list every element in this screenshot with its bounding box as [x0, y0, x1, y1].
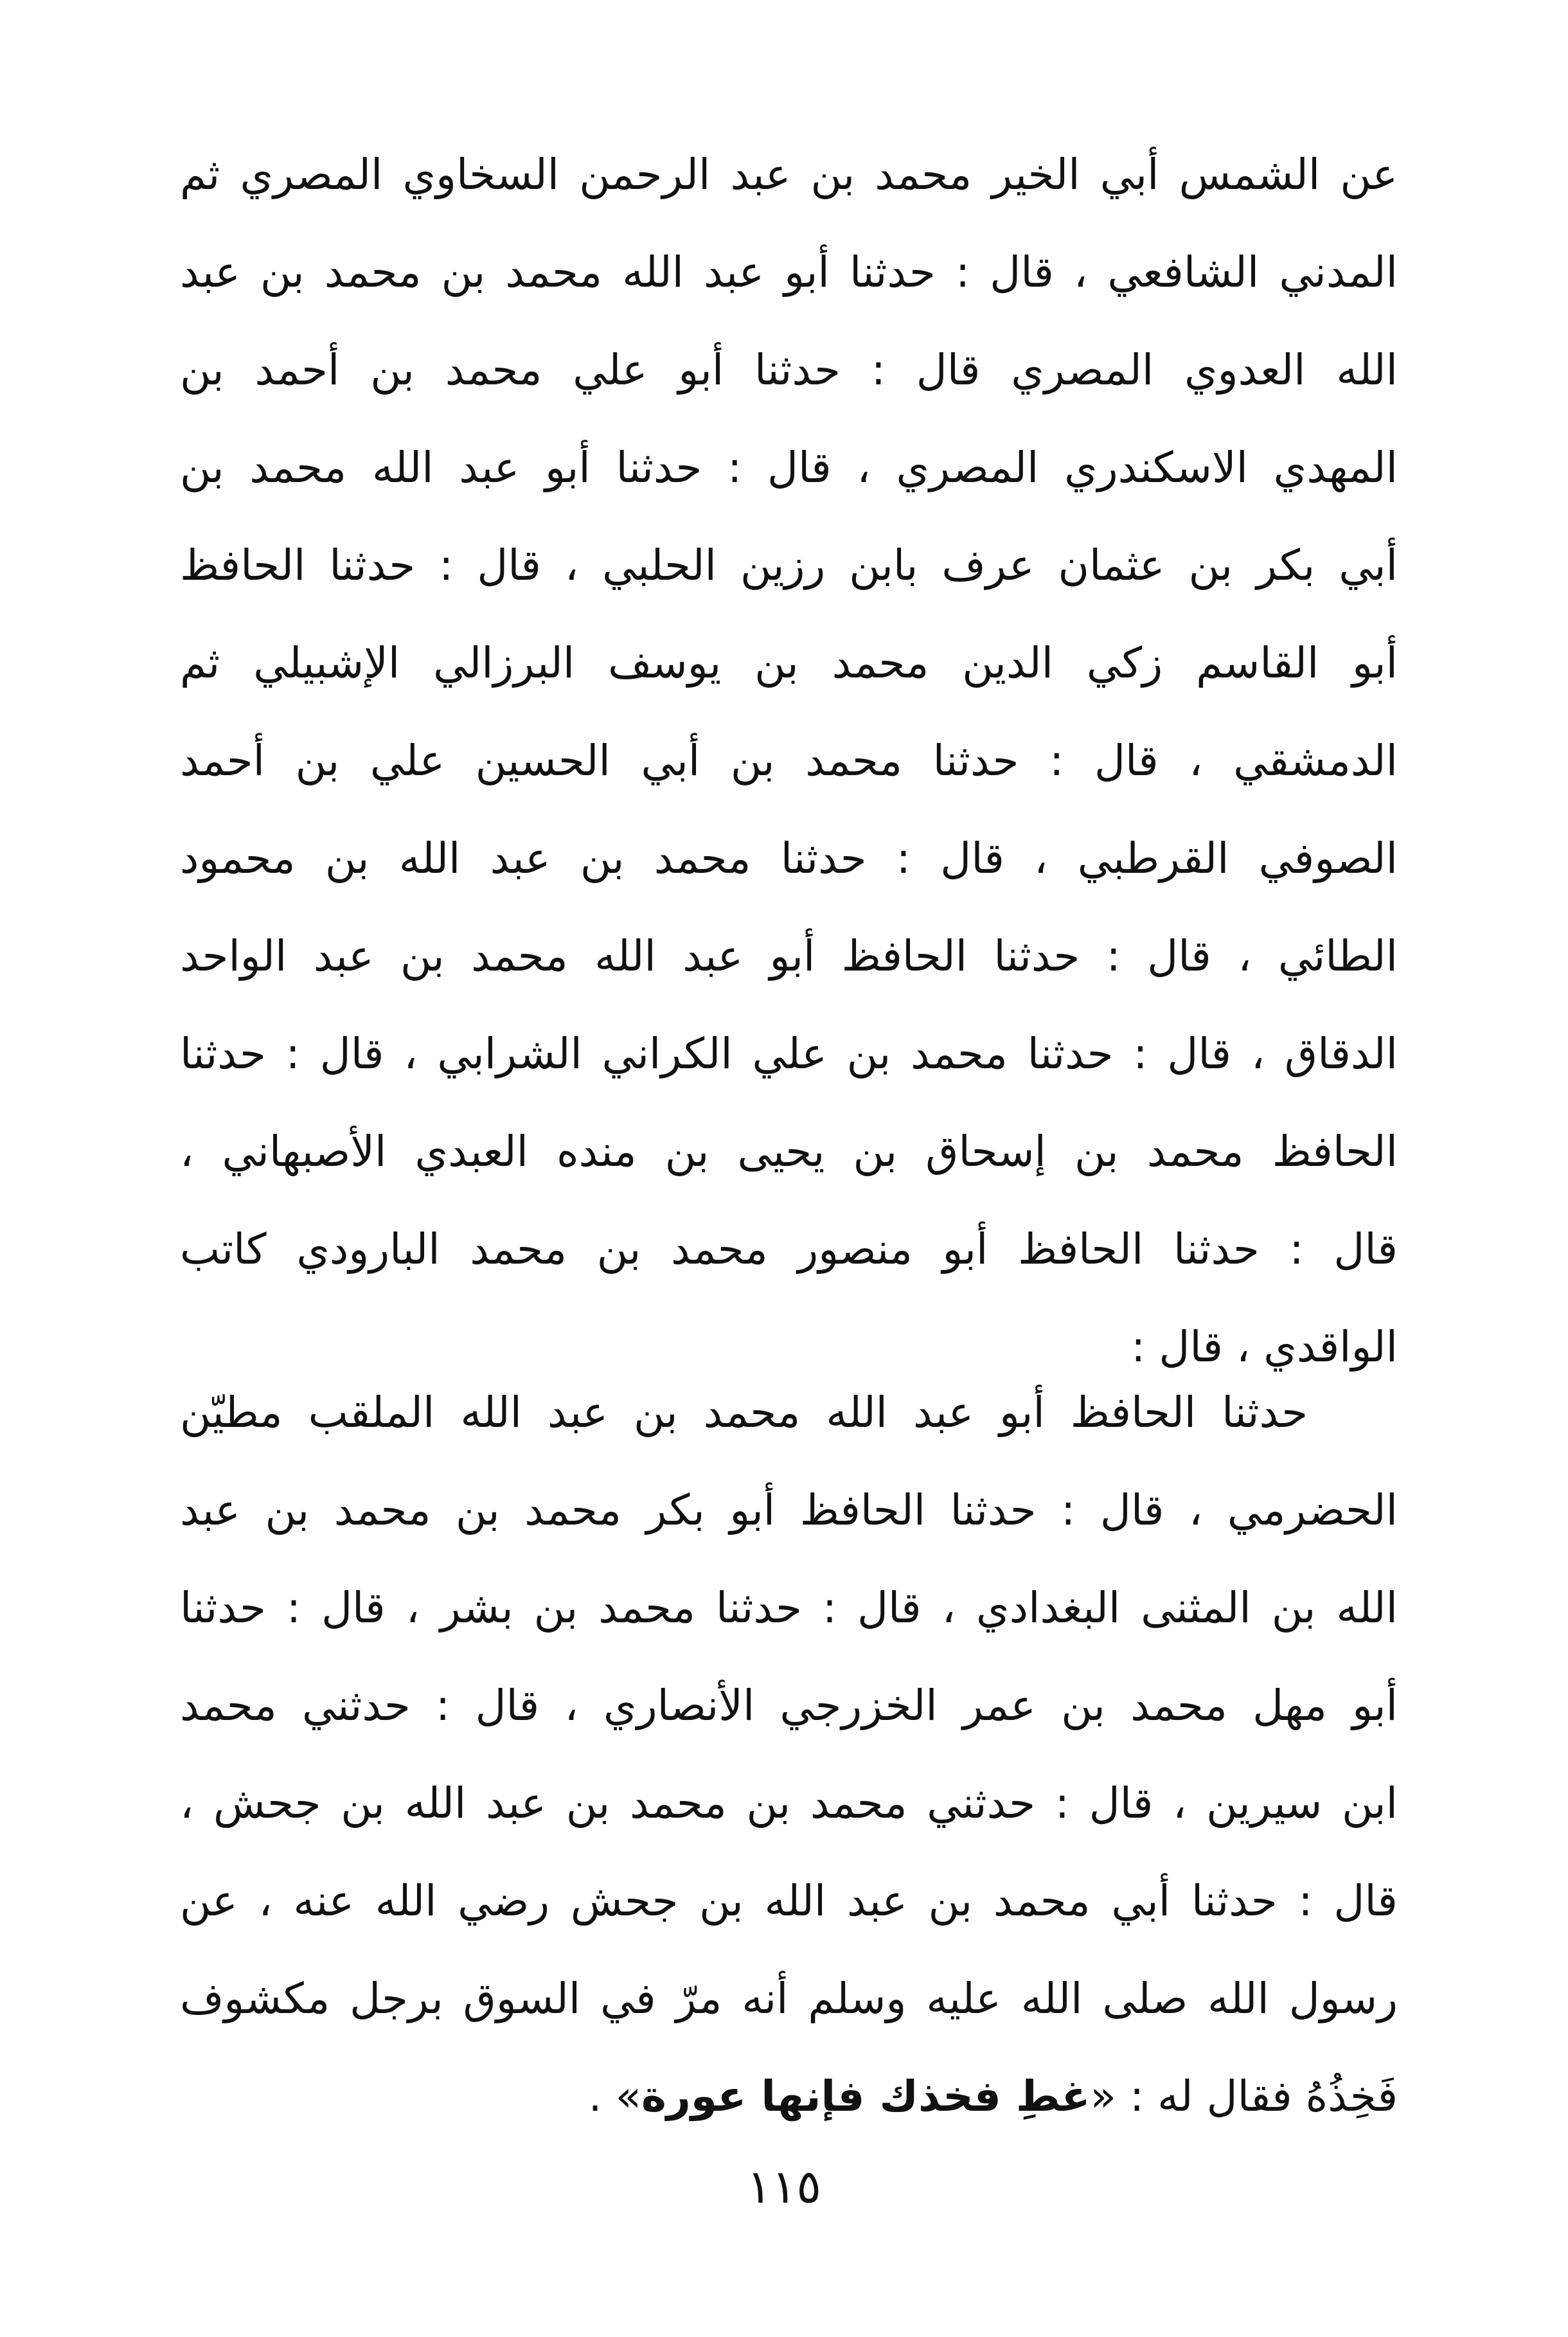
- text-line: أبي بكر بن عثمان عرف بابن رزين الحلبي ، قال : حدثنا الحافظ: [180, 541, 1398, 590]
- text-line: الحافظ محمد بن إسحاق بن يحيى بن منده العبدي الأصبهاني ،: [180, 1127, 1398, 1176]
- final-line-suffix: » .: [588, 2072, 641, 2121]
- text-line: الله بن المثنى البغدادي ، قال : حدثنا محمد بن بشر ، قال : حدثنا: [180, 1583, 1398, 1633]
- paragraph-two: [180, 1364, 1398, 2145]
- text-line: المهدي الاسكندري المصري ، قال : حدثنا أبو عبد الله محمد بن: [180, 443, 1398, 492]
- text-line: ابن سيرين ، قال : حدثني محمد بن محمد بن عبد الله بن جحش ،: [180, 1778, 1398, 1828]
- text-line: عن الشمس أبي الخير محمد بن عبد الرحمن السخاوي المصري ثم: [180, 150, 1398, 199]
- text-line: أبو مهل محمد بن عمر الخزرجي الأنصاري ، قال : حدثني محمد: [180, 1681, 1398, 1730]
- text-line: الدمشقي ، قال : حدثنا محمد بن أبي الحسين علي بن أحمد: [180, 736, 1398, 785]
- text-line: أبو القاسم زكي الدين محمد بن يوسف البرزالي الإشبيلي ثم: [180, 638, 1398, 688]
- final-line-prefix: فَخِذُهُ فقال له : «: [1090, 2072, 1398, 2121]
- text-line: الواقدي ، قال :: [1131, 1322, 1398, 1372]
- text-line: الحضرمي ، قال : حدثنا الحافظ أبو بكر محمد بن محمد بن عبد: [180, 1485, 1398, 1535]
- text-line: رسول الله صلى الله عليه وسلم أنه مرّ في السوق برجل مكشوف: [180, 1974, 1398, 2023]
- text-line: المدني الشافعي ، قال : حدثنا أبو عبد الله محمد بن محمد بن عبد: [180, 247, 1398, 297]
- page-number: ١١٥: [746, 2160, 821, 2214]
- text-line: حدثنا الحافظ أبو عبد الله محمد بن عبد الله الملقب مطيّن: [180, 1388, 1308, 1437]
- hadith-quote: غطِ فخذك فإنها عورة: [641, 2072, 1091, 2121]
- text-line: الطائي ، قال : حدثنا الحافظ أبو عبد الله محمد بن عبد الواحد: [180, 931, 1398, 981]
- text-line: الصوفي القرطبي ، قال : حدثنا محمد بن عبد الله بن محمود: [180, 834, 1398, 883]
- text-line: قال : حدثنا أبي محمد بن عبد الله بن جحش رضي الله عنه ، عن: [180, 1876, 1398, 1926]
- paragraph-one: [180, 126, 1398, 1396]
- text-line: الدقاق ، قال : حدثنا محمد بن علي الكراني الشرابي ، قال : حدثنا: [180, 1029, 1398, 1079]
- text-line: الله العدوي المصري قال : حدثنا أبو علي محمد بن أحمد بن: [180, 345, 1398, 395]
- final-text-line: [180, 2048, 1398, 2145]
- text-line: قال : حدثنا الحافظ أبو منصور محمد بن محمد البارودي كاتب: [180, 1224, 1398, 1274]
